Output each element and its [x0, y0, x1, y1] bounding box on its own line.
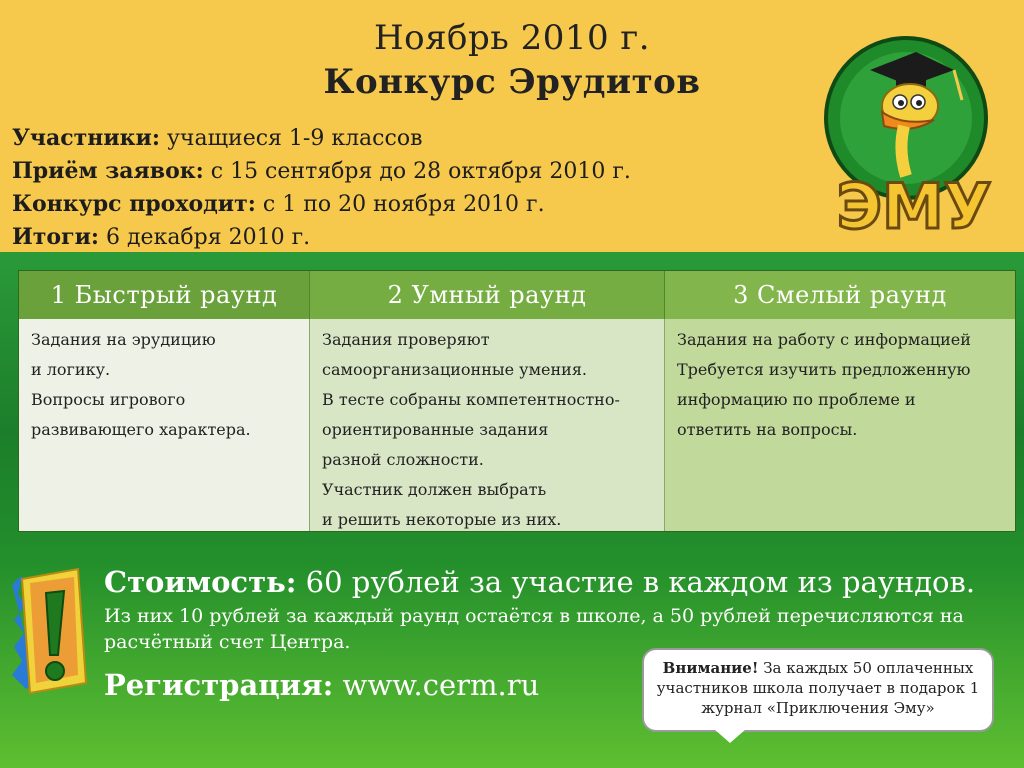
- cost-label: Стоимость:: [104, 565, 297, 599]
- registration-line: [104, 668, 624, 702]
- cost-value: 60 рублей за участие в каждом из раундов.: [296, 565, 976, 599]
- info-participants: Участники: учащиеся 1-9 классов: [12, 125, 423, 151]
- round-2-description: Задания проверяют самоорганизационные умения. В тесте собраны компетентностно- ориентированные задания разной сложности. Участник должен выбрать и решить некоторые из них.: [310, 319, 665, 531]
- callout-tail: [714, 729, 746, 743]
- info-dates: Конкурс проходит: с 1 по 20 ноября 2010 г.: [12, 191, 545, 217]
- logo-text: ЭМУ: [836, 170, 992, 240]
- emu-duck-logo: [812, 30, 1017, 240]
- info-applications: Приём заявок: с 15 сентября до 28 октября 2010 г.: [12, 158, 631, 184]
- header-round-3: 3 Смелый раунд: [665, 271, 1015, 319]
- table-header: [19, 271, 1015, 319]
- round-1-description: Задания на эрудицию и логику. Вопросы игрового развивающего характера.: [19, 319, 310, 531]
- date-line: Ноябрь 2010 г.: [373, 18, 651, 58]
- header-round-2: 2 Умный раунд: [310, 271, 665, 319]
- exclamation-icon: [8, 565, 90, 700]
- header-round-1: 1 Быстрый раунд: [19, 271, 310, 319]
- callout-label: Внимание!: [662, 659, 759, 677]
- rounds-table: [18, 270, 1016, 532]
- cost-line: [104, 565, 1014, 599]
- page-title: Конкурс Эрудитов: [323, 62, 701, 102]
- round-3-description: Задания на работу с информацией Требуется изучить предложенную информацию по проблеме и ответить на вопросы.: [665, 319, 1015, 531]
- info-block: [12, 122, 812, 254]
- cost-note: Из них 10 рублей за каждый раунд остаётся в школе, а 50 рублей перечисляются на расчётный счет Центра.: [104, 605, 964, 653]
- registration-link[interactable]: www.cerm.ru: [333, 668, 540, 702]
- callout-text: За каждых 50 оплаченных участников школа получает в подарок 1 журнал «Приключения Эму»: [656, 659, 980, 717]
- table-body: [19, 319, 1015, 531]
- info-results: Итоги: 6 декабря 2010 г.: [12, 224, 311, 250]
- registration-label: Регистрация:: [104, 668, 334, 702]
- attention-callout: [642, 648, 994, 732]
